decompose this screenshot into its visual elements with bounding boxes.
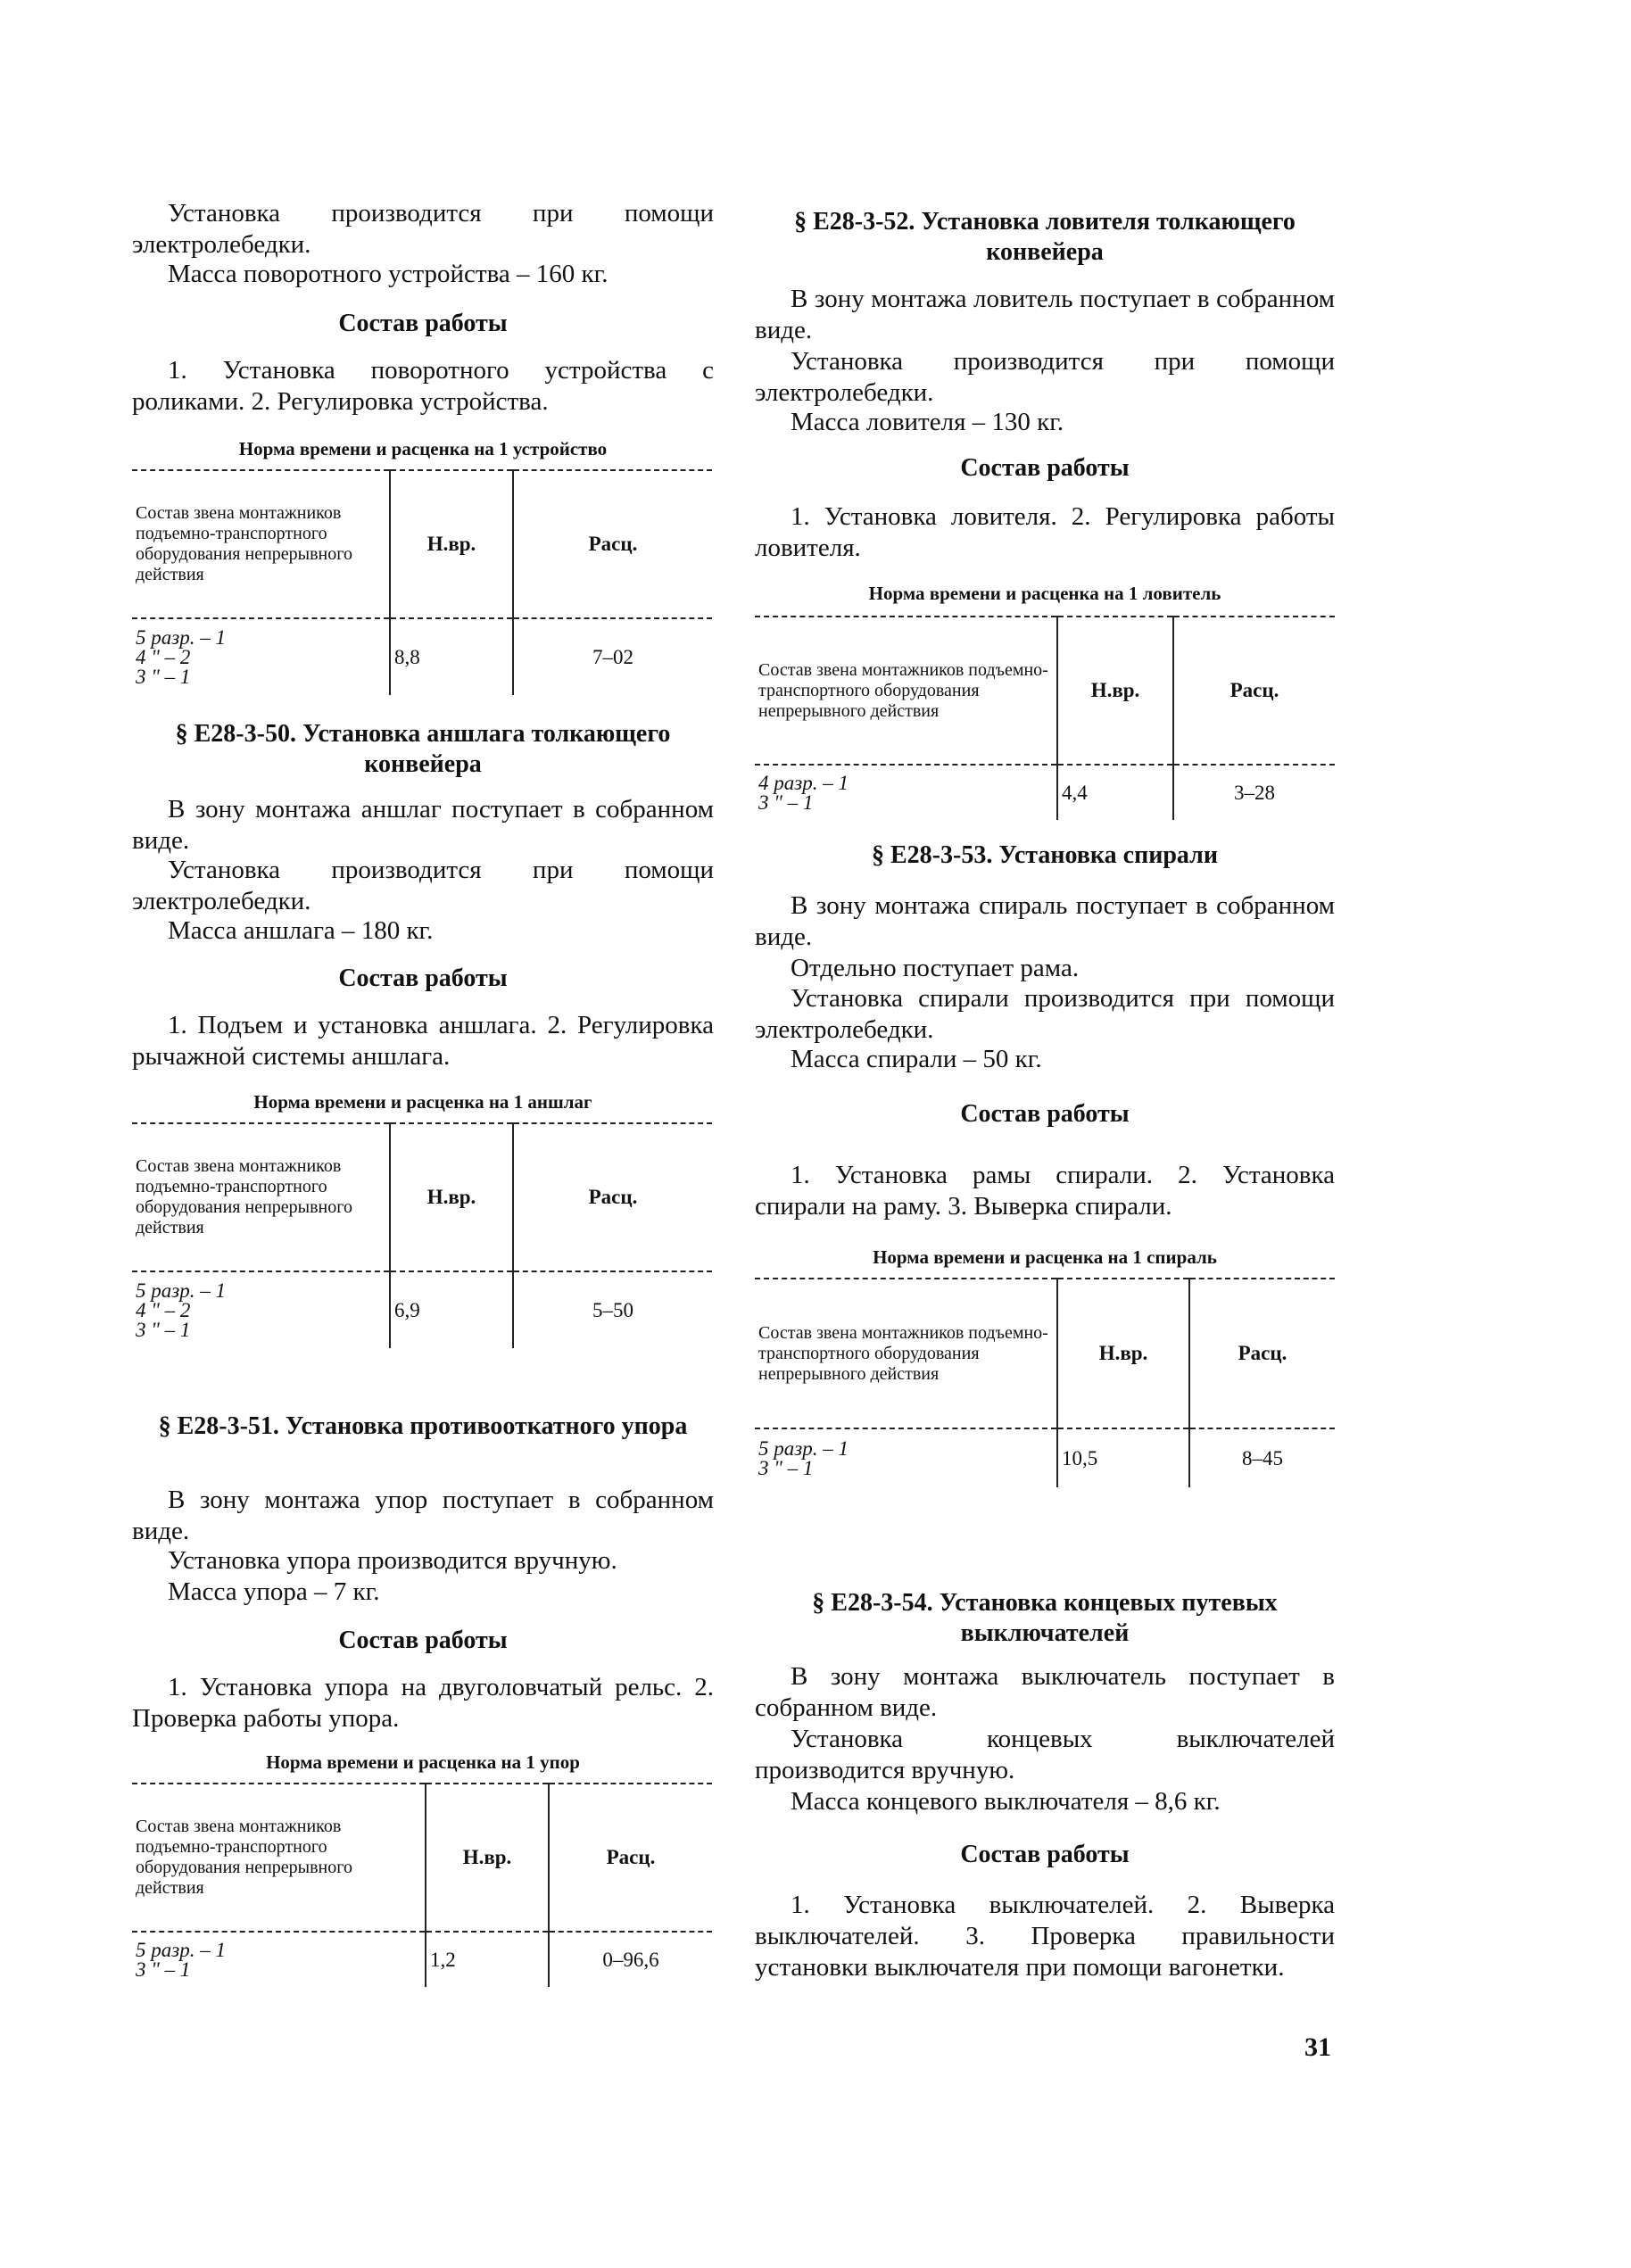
section-52-work-title: Состав работы [960,454,1130,482]
intro-paragraph-1: Установка производится при помощи электролебедки. [132,199,714,259]
section-50-paragraph-1: В зону монтажа аншлаг поступает в собранном виде. [132,795,714,855]
section-51-title: § Е28-3-51. Установка противооткатного упора [158,1412,688,1440]
section-51-paragraph-1: В зону монтажа упор поступает в собранном виде. [132,1486,714,1545]
crew-line: 5 разр. – 1 [758,1436,849,1460]
table-nvr-value: 8,8 [390,618,513,695]
table-header-crew: Состав звена монтажников подъемно-транспортного оборудования непрерывного действия [132,470,390,618]
crew-line: 3 " – 1 [136,665,191,688]
page-number: 31 [1304,2032,1331,2062]
table-header-crew: Состав звена монтажников подъемно-транспортного оборудования непрерывного действия [132,1784,426,1932]
section-52-paragraph-1: В зону монтажа ловитель поступает в собранном виде. [755,285,1335,344]
table-rasc-value: 3–28 [1173,765,1335,820]
section-52-norm-caption: Норма времени и расценка на 1 ловитель [868,583,1221,604]
section-50-norm-caption: Норма времени и расценка на 1 аншлаг [253,1091,592,1113]
table-nvr-value: 1,2 [426,1932,549,1987]
section-53-work-text: 1. Установка рамы спирали. 2. Установка спирали на раму. 3. Выверка спирали. [755,1161,1335,1221]
table-header-nvr: Н.вр. [390,470,513,618]
intro-norm-caption: Норма времени и расценка на 1 устройство [238,438,608,459]
intro-work-text: 1. Установка поворотного устройства с роликами. 2. Регулировка устройства. [132,356,714,416]
intro-work-title: Состав работы [338,310,508,337]
section-51-norm-caption: Норма времени и расценка на 1 упор [266,1751,580,1773]
table-header-rasc: Расц. [1173,617,1335,765]
section-52-paragraph-2: Установка производится при помощи электролебедки. [755,347,1335,407]
section-52-work-text: 1. Установка ловителя. 2. Регулировка работы ловителя. [755,502,1335,562]
section-52-norm-table [755,616,1335,820]
table-header-nvr: Н.вр. [390,1123,513,1271]
table-header-rasc: Расц. [513,1123,712,1271]
section-51-paragraph-2: Установка упора производится вручную. [168,1546,617,1575]
section-54-paragraph-3: Масса концевого выключателя – 8,6 кг. [791,1787,1221,1816]
crew-line: 3 " – 1 [136,1318,191,1341]
crew-line: 5 разр. – 1 [136,1279,226,1302]
crew-line: 3 " – 1 [758,790,814,814]
table-header-nvr: Н.вр. [1057,1279,1189,1428]
table-rasc-value: 7–02 [513,618,712,695]
section-51-paragraph-3: Масса упора – 7 кг. [168,1577,380,1606]
crew-line: 5 разр. – 1 [136,1938,226,1961]
crew-line: 4 " – 2 [136,1298,191,1321]
table-crew-cell [755,1428,1057,1487]
section-54-paragraph-2: Установка концевых выключателей производится вручную. [755,1725,1335,1784]
intro-paragraph-2: Масса поворотного устройства – 160 кг. [168,260,609,288]
intro-norm-table [132,469,712,695]
section-53-paragraph-4: Масса спирали – 50 кг. [791,1045,1042,1073]
section-50-work-title: Состав работы [338,964,508,992]
table-nvr-value: 10,5 [1057,1428,1189,1487]
table-crew-cell [132,618,390,695]
table-nvr-value: 4,4 [1057,765,1173,820]
section-52-paragraph-3: Масса ловителя – 130 кг. [791,408,1064,436]
section-54-paragraph-1: В зону монтажа выключатель поступает в собранном виде. [755,1662,1335,1722]
section-54-work-title: Состав работы [960,1841,1130,1868]
section-53-title: § Е28-3-53. Установка спирали [872,841,1218,869]
section-50-title: § Е28-3-50. Установка аншлага толкающего конвейера [175,720,671,778]
section-53-paragraph-2: Отдельно поступает рама. [791,954,1080,982]
section-50-paragraph-3: Масса аншлага – 180 кг. [168,916,434,945]
crew-line: 4 " – 2 [136,645,191,668]
section-52-title: § Е28-3-52. Установка ловителя толкающего конвейера [794,208,1296,266]
section-53-norm-caption: Норма времени и расценка на 1 спираль [873,1246,1217,1268]
section-53-work-title: Состав работы [960,1100,1130,1128]
section-54-title: § Е28-3-54. Установка концевых путевых выключателей [812,1589,1278,1647]
section-51-work-text: 1. Установка упора на двуголовчатый рельс. 2. Проверка работы упора. [132,1673,714,1733]
table-rasc-value: 5–50 [513,1271,712,1348]
table-header-rasc: Расц. [549,1784,712,1932]
table-header-crew: Состав звена монтажников подъемно-транспортного оборудования непрерывного действия [755,1279,1057,1428]
section-53-paragraph-3: Установка спирали производится при помощи электролебедки. [755,984,1335,1044]
table-header-rasc: Расц. [1189,1279,1335,1428]
table-header-crew: Состав звена монтажников подъемно-транспортного оборудования непрерывного действия [755,617,1057,765]
crew-line: 3 " – 1 [136,1958,191,1981]
crew-line: 3 " – 1 [758,1456,814,1479]
table-nvr-value: 6,9 [390,1271,513,1348]
table-header-nvr: Н.вр. [426,1784,549,1932]
section-50-paragraph-2: Установка производится при помощи электролебедки. [132,856,714,915]
table-rasc-value: 0–96,6 [549,1932,712,1987]
table-crew-cell [132,1271,390,1348]
table-header-crew: Состав звена монтажников подъемно-транспортного оборудования непрерывного действия [132,1123,390,1271]
section-51-work-title: Состав работы [338,1627,508,1654]
crew-line: 5 разр. – 1 [136,625,226,649]
crew-line: 4 разр. – 1 [758,771,849,794]
table-header-nvr: Н.вр. [1057,617,1173,765]
section-53-paragraph-1: В зону монтажа спираль поступает в собранном виде. [755,891,1335,951]
section-54-work-text: 1. Установка выключателей. 2. Выверка выключателей. 3. Проверка правильности установки выключателя при помощи вагонетки. [755,1891,1335,1982]
table-crew-cell [755,765,1057,820]
table-crew-cell [132,1932,426,1987]
table-header-rasc: Расц. [513,470,712,618]
section-53-norm-table [755,1278,1335,1487]
section-50-norm-table [132,1122,712,1348]
section-50-work-text: 1. Подъем и установка аншлага. 2. Регулировка рычажной системы аншлага. [132,1011,714,1071]
section-51-norm-table [132,1783,712,1987]
table-rasc-value: 8–45 [1189,1428,1335,1487]
